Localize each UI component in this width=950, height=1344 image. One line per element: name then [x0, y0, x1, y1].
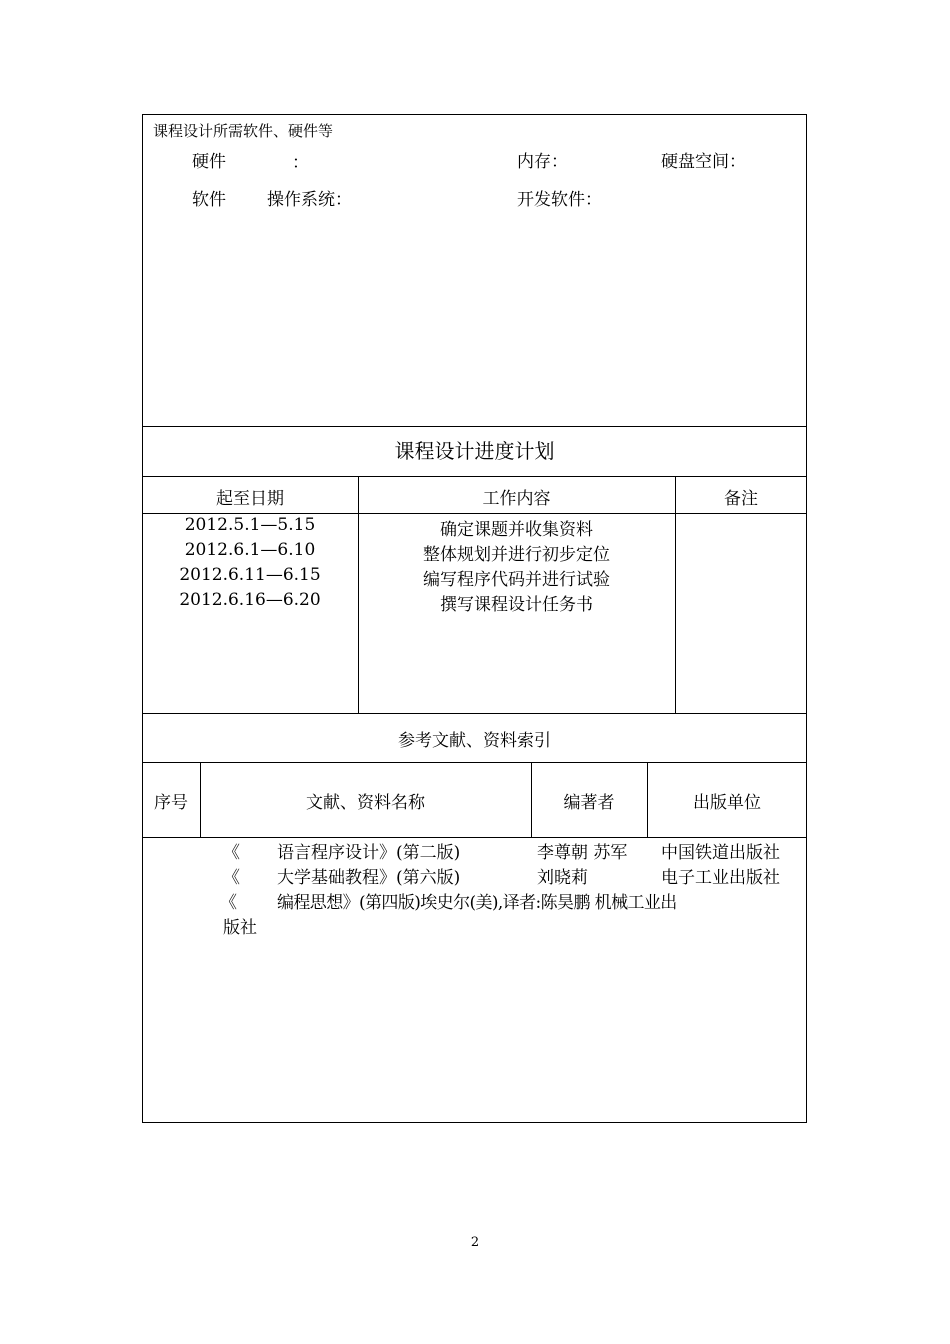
schedule-row-date: 2012.6.1—6.10 [184, 540, 316, 560]
schedule-col-divider-2 [675, 476, 676, 714]
schedule-row-task: 整体规划并进行初步定位 [423, 545, 610, 565]
schedule-title: 课程设计进度计划 [394, 439, 555, 463]
reference-line: 版社 [223, 918, 257, 938]
reference-title: 语言程序设计》(第二版) [277, 843, 461, 863]
schedule-header-task: 工作内容 [482, 489, 551, 509]
schedule-header-date: 起至日期 [216, 489, 284, 509]
reference-open-bracket: 《 [220, 893, 237, 913]
schedule-header-divider [142, 513, 807, 514]
memory-label: 内存： [517, 152, 568, 172]
schedule-row-task: 撰写课程设计任务书 [440, 595, 593, 615]
references-header-index: 序号 [154, 793, 188, 813]
os-label: 操作系统： [267, 190, 352, 210]
schedule-row-task: 编写程序代码并进行试验 [423, 570, 610, 590]
reference-title: 大学基础教程》(第六版) [277, 868, 461, 888]
reference-publisher: 电子工业出版社 [661, 868, 780, 888]
references-title: 参考文献、资料索引 [398, 731, 551, 751]
page-number: 2 [470, 1235, 480, 1250]
schedule-row-date: 2012.6.11—6.15 [179, 565, 321, 585]
reference-author: 李尊朝 苏军 [537, 843, 628, 863]
disk-label: 硬盘空间： [661, 152, 746, 172]
schedule-row-date: 2012.6.16—6.20 [179, 590, 321, 610]
requirements-caption: 课程设计所需软件、硬件等 [153, 122, 334, 140]
reference-open-bracket: 《 [223, 868, 240, 888]
reference-open-bracket: 《 [223, 843, 240, 863]
hardware-label: 硬件 [192, 152, 226, 172]
reference-line: 编程思想》(第四版)埃史尔(美),译者:陈昊鹏 机械工业出 [277, 893, 677, 913]
reference-author: 刘晓莉 [537, 868, 588, 888]
schedule-row-task: 确定课题并收集资料 [440, 520, 593, 540]
references-header-author: 编著者 [563, 793, 615, 813]
references-header-name: 文献、资料名称 [306, 793, 425, 813]
reference-publisher: 中国铁道出版社 [661, 843, 780, 863]
dev-software-label: 开发软件： [517, 190, 602, 210]
software-label: 软件 [192, 190, 226, 210]
schedule-header-note: 备注 [724, 489, 758, 509]
schedule-row-date: 2012.5.1—5.15 [184, 515, 316, 535]
hardware-colon: ： [292, 153, 309, 173]
references-header-publisher: 出版单位 [693, 793, 761, 813]
